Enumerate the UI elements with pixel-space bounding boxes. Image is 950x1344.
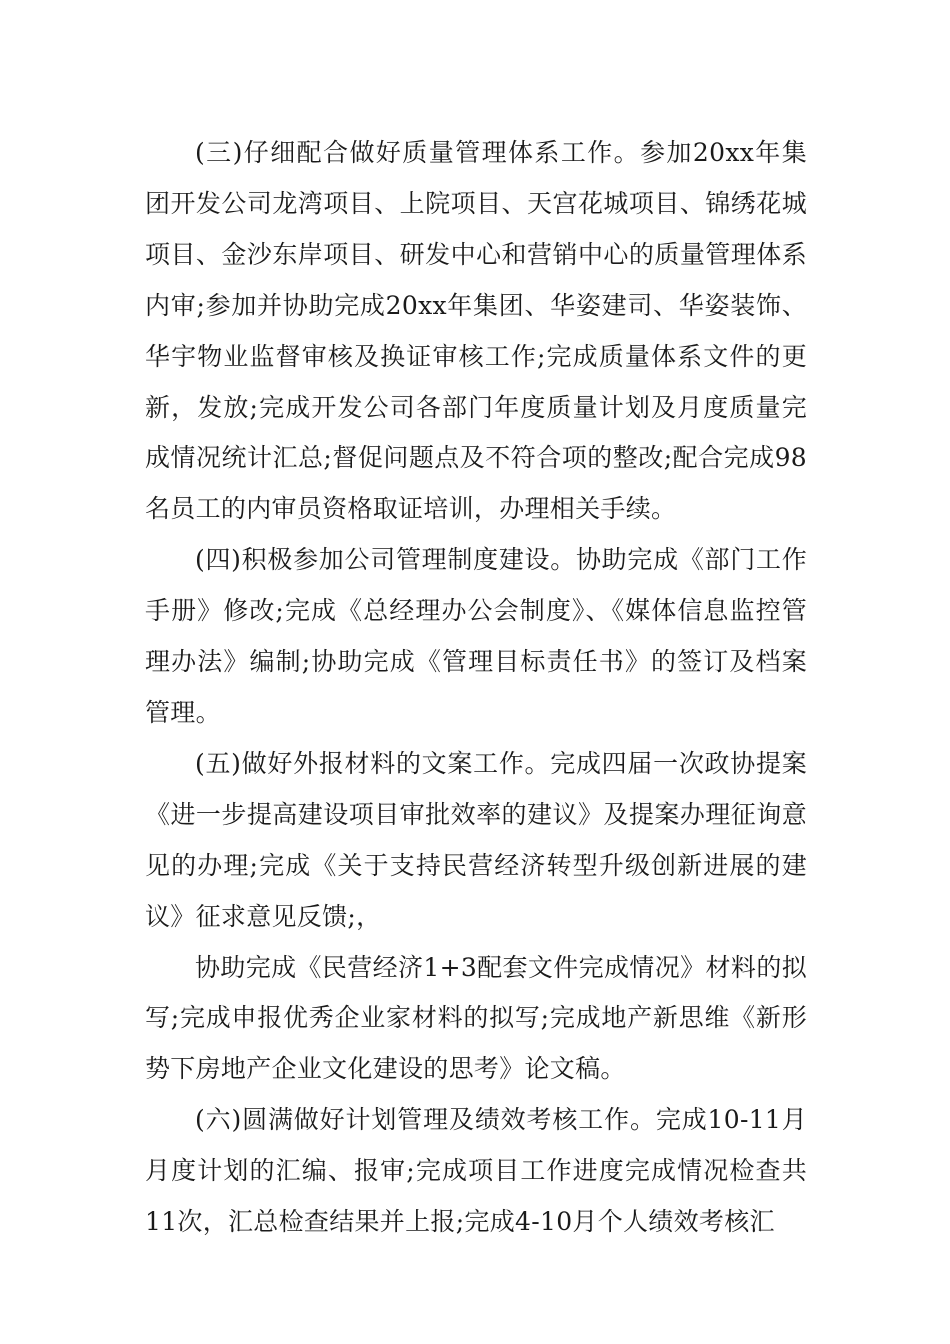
document-body xyxy=(145,128,807,1248)
paragraph-external-reports: (五)做好外报材料的文案工作。完成四届一次政协提案《进一步提高建设项目审批效率的建议》及提案办理征询意见的办理;完成《关于支持民营经济转型升级创新进展的建议》征求意见反馈;， xyxy=(145,748,807,931)
paragraph-management-system: (四)积极参加公司管理制度建设。协助完成《部门工作手册》修改;完成《总经理办公会制度》、《媒体信息监控管理办法》编制;协助完成《管理目标责任书》的签订及档案管理。 xyxy=(145,545,807,727)
paragraph-quality-management: (三)仔细配合做好质量管理体系工作。参加20xx年集团开发公司龙湾项目、上院项目、天宫花城项目、锦绣花城项目、金沙东岸项目、研发中心和营销中心的质量管理体系内审;参加并协助完成20xx年集团、华姿建司、华姿装饰、华宇物业监督审核及换证审核工作;完成质量体系文件的更新，发放;完成开发公司各部门年度质量计划及月度质量完成情况统计汇总;督促问题点及不符合项的整改;配合完成98名员工的内审员资格取证培训，办理相关手续。 xyxy=(145,138,807,524)
paragraph-plan-performance: (六)圆满做好计划管理及绩效考核工作。完成10-11月月度计划的汇编、报审;完成项目工作进度完成情况检查共11次，汇总检查结果并上报;完成4-10月个人绩效考核汇 xyxy=(145,1105,807,1237)
paragraph-assist-drafting: 协助完成《民营经济1+3配套文件完成情况》材料的拟写;完成申报优秀企业家材料的拟写;完成地产新思维《新形势下房地产企业文化建设的思考》论文稿。 xyxy=(145,952,807,1084)
